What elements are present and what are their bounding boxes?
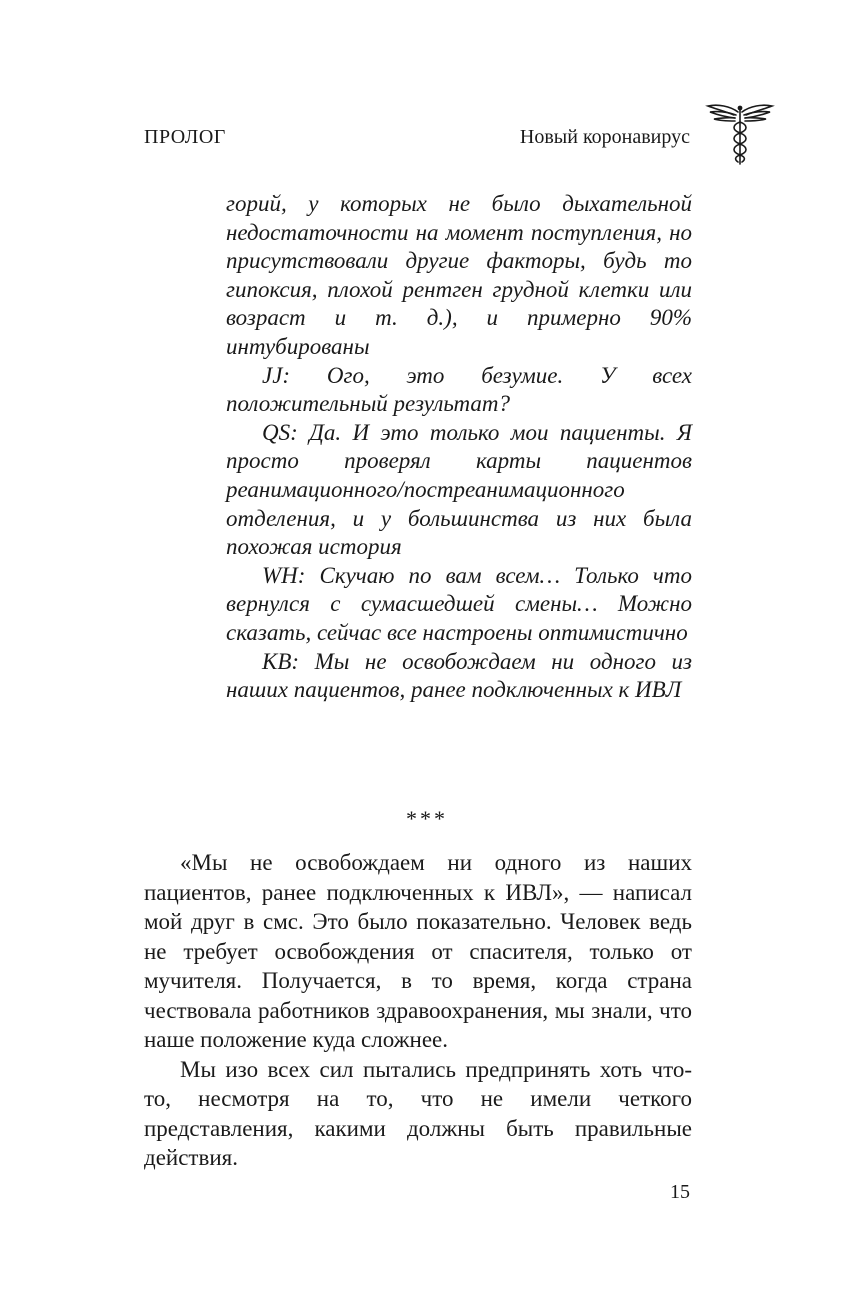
chat-transcript — [226, 190, 692, 705]
body-paragraph: Мы изо всех сил пытались предпринять хоть что-то, несмотря на то, что не имели четкого представления, какими должны быть правильные действия. — [144, 1056, 692, 1170]
body-text — [144, 848, 692, 1173]
chat-entry-kb: KB: Мы не освобождаем ни одного из наших пациентов, ранее подключенных к ИВЛ — [226, 648, 692, 703]
chat-entry-jj: JJ: Ого, это безумие. У всех положительный результат? — [226, 362, 692, 417]
chat-entry-wh: WH: Скучаю по вам всем… Только что вернулся с сумасшедшей смены… Можно сказать, сейчас все настроены оптимистично — [226, 562, 692, 645]
body-paragraph: «Мы не освобождаем ни одного из наших пациентов, ранее подключенных к ИВЛ», — написал мой друг в смс. Это было показательно. Человек ведь не требует освобождения от спасителя, только от мучителя. Получается, в то время, когда страна чествовала работников здравоохранения, мы знали, что наше положение куда сложнее. — [144, 850, 692, 1052]
running-header-chapter: Новый коронавирус — [519, 126, 690, 148]
section-divider: *** — [406, 806, 448, 831]
page-number: 15 — [670, 1181, 690, 1203]
caduceus-icon — [704, 102, 776, 166]
chat-continuation: горий, у которых не было дыхательной недостаточности на момент поступления, но присутствовали другие факторы, будь то гипоксия, плохой рентген грудной клетки или возраст и т. д.), и примерно 90% интубированы — [226, 191, 692, 359]
staff-knob — [738, 106, 743, 111]
chat-entry-qs: QS: Да. И это только мои пациенты. Я просто проверял карты пациентов реанимационного/постреанимационного отделения, и у большинства из них была похожая история — [226, 419, 692, 560]
running-header-section: ПРОЛОГ — [144, 126, 226, 148]
